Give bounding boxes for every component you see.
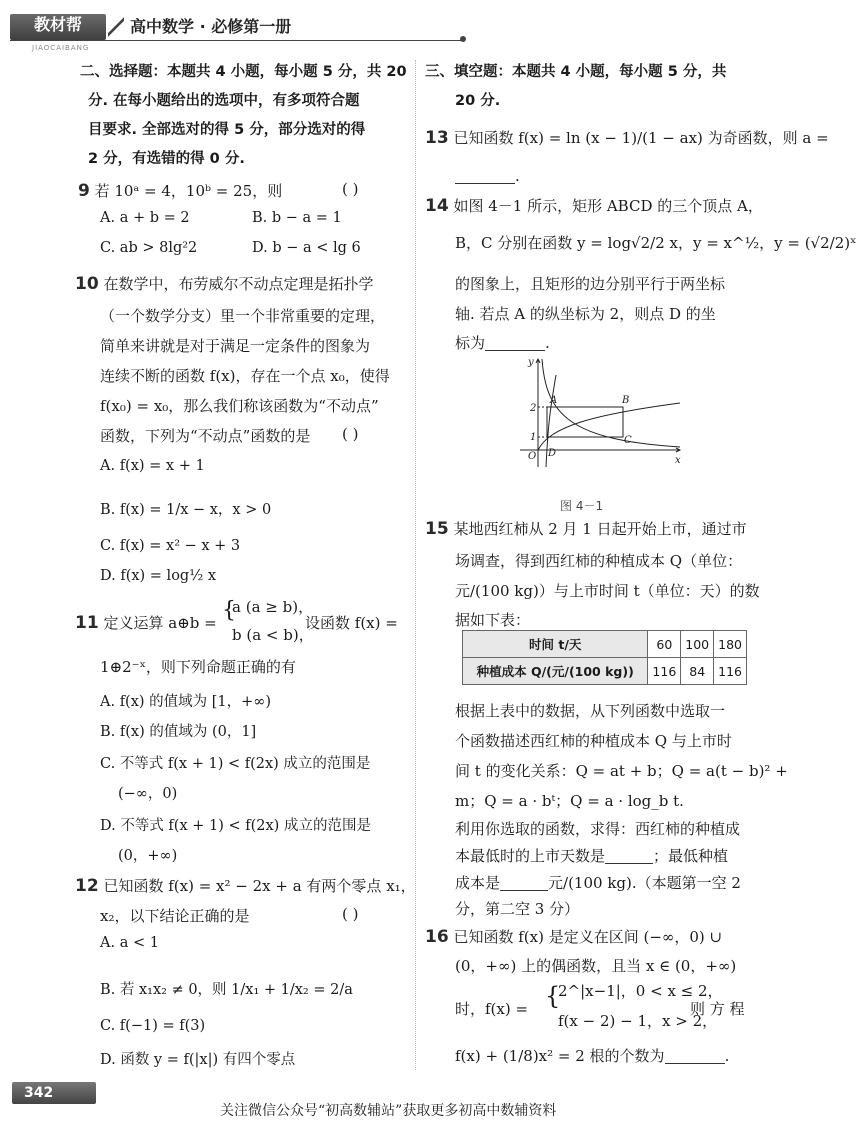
column-divider bbox=[415, 60, 416, 1070]
option-c: C. f(x) = x² − x + 3 bbox=[100, 538, 241, 554]
question-text: 1⊕2⁻ˣ，则下列命题正确的有 bbox=[100, 658, 296, 676]
option-d: D. b − a < lg 6 bbox=[252, 240, 361, 256]
question-text: (0，+∞) 上的偶函数，且当 x ∈ (0，+∞) bbox=[455, 957, 737, 975]
question-13 bbox=[425, 127, 829, 148]
question-text: x₂，以下结论正确的是 bbox=[100, 907, 250, 925]
exp-curve bbox=[542, 359, 680, 447]
question-12 bbox=[75, 875, 416, 896]
label-x: x bbox=[675, 455, 681, 466]
answer-paren: ( ) bbox=[342, 425, 359, 443]
page-number: 342 bbox=[12, 1082, 96, 1104]
table-cell: 116 bbox=[714, 658, 747, 685]
table-cell: 60 bbox=[648, 631, 681, 658]
table-header-cell: 种植成本 Q/(元/(100 kg)) bbox=[463, 658, 648, 685]
question-text: （一个数学分支）里一个非常重要的定理， bbox=[100, 307, 386, 325]
question-number: 14 bbox=[425, 196, 449, 216]
piecewise-case: a (a ≥ b)， bbox=[232, 598, 314, 616]
brand-badge: 教材帮 bbox=[10, 14, 106, 40]
figure-caption: 图 4－1 bbox=[560, 499, 604, 513]
question-number: 15 bbox=[425, 519, 449, 539]
question-text: 则 方 程 bbox=[690, 1000, 745, 1018]
option-d: D. 函数 y = f(|x|) 有四个零点 bbox=[100, 1052, 296, 1068]
answer-paren: ( ) bbox=[342, 905, 359, 923]
question-number: 16 bbox=[425, 927, 449, 947]
question-14 bbox=[425, 195, 763, 216]
option-d-range: (0，+∞) bbox=[118, 848, 178, 864]
answer-blank bbox=[500, 876, 548, 891]
option-a: A. f(x) 的值域为 [1，+∞) bbox=[100, 694, 272, 710]
table-cell: 100 bbox=[681, 631, 714, 658]
label-a: A bbox=[550, 395, 558, 406]
question-text: 间 t 的变化关系：Q = at + b；Q = a(t − b)² + bbox=[455, 762, 788, 780]
question-text: B，C 分别在函数 y = log√2/2 x，y = x^½，y = (√2/2)ˣ bbox=[455, 234, 856, 252]
option-c: C. ab > 8lg²2 bbox=[100, 240, 198, 256]
question-number: 9 bbox=[78, 181, 90, 201]
page-header bbox=[10, 14, 465, 52]
book-title: 高中数学 · 必修第一册 bbox=[130, 17, 292, 36]
question-stem: 已知函数 f(x) = ln (x − 1)/(1 − ax) 为奇函数，则 a = bbox=[453, 129, 829, 147]
table-cell: 84 bbox=[681, 658, 714, 685]
option-a: A. a < 1 bbox=[100, 935, 159, 951]
label-1: 1 bbox=[530, 432, 537, 443]
question-stem: 已知函数 f(x) 是定义在区间 (−∞，0) ∪ bbox=[453, 928, 723, 946]
label-y: y bbox=[528, 357, 534, 368]
question-9 bbox=[78, 180, 282, 201]
question-text: f(x₀) = x₀，那么我们称该函数为“不动点” bbox=[100, 397, 379, 415]
question-text: 简单来讲就是对于满足一定条件的图象为 bbox=[100, 337, 371, 355]
table-header-cell: 时间 t/天 bbox=[463, 631, 648, 658]
answer-paren: ( ) bbox=[342, 180, 359, 198]
question-stem: 在数学中，布劳威尔不动点定理是拓扑学 bbox=[103, 275, 374, 293]
option-a: A. f(x) = x + 1 bbox=[100, 458, 205, 474]
table-row bbox=[463, 658, 747, 685]
option-b: B. 若 x₁x₂ ≠ 0，则 1/x₁ + 1/x₂ = 2/a bbox=[100, 982, 353, 998]
answer-line: f(x) + (1/8)x² = 2 根的个数为 . bbox=[455, 1047, 730, 1065]
question-stem: 某地西红柿从 2 月 1 日起开始上市，通过市 bbox=[453, 520, 747, 538]
option-b: B. f(x) 的值域为 (0，1] bbox=[100, 724, 257, 740]
question-15 bbox=[425, 518, 747, 539]
answer-blank bbox=[485, 336, 545, 351]
table-cell: 180 bbox=[714, 631, 747, 658]
label-b: B bbox=[622, 395, 630, 406]
answer-line: . bbox=[455, 167, 520, 185]
question-10 bbox=[75, 273, 373, 294]
answer-line: 标为 . bbox=[455, 334, 550, 352]
option-b: B. f(x) = 1/x − x，x > 0 bbox=[100, 502, 272, 518]
option-c: C. 不等式 f(x + 1) < f(2x) 成立的范围是 bbox=[100, 756, 371, 772]
question-text: 函数，下列为“不动点”函数的是 bbox=[100, 427, 311, 445]
section-2-line: 分. 在每小题给出的选项中，有多项符合题 bbox=[88, 93, 360, 109]
brand-subtitle: JIAOCAIBANG bbox=[32, 44, 90, 52]
answer-blank bbox=[665, 1049, 725, 1064]
answer-line: 本最低时的上市天数是 ；最低种植 bbox=[455, 847, 729, 865]
question-text: 根据上表中的数据，从下列函数中选取一 bbox=[455, 702, 726, 720]
question-text: m；Q = a · bᵗ；Q = a · log_b t. bbox=[455, 792, 684, 810]
piecewise-case: 2^|x−1|，0 < x ≤ 2， bbox=[558, 982, 723, 1000]
question-text: 场调查，得到西红柿的种植成本 Q（单位： bbox=[455, 552, 743, 570]
header-rule bbox=[10, 40, 465, 41]
question-stem: 如图 4－1 所示，矩形 ABCD 的三个顶点 A， bbox=[453, 197, 763, 215]
brace: { bbox=[545, 982, 561, 1010]
rectangle-abcd bbox=[547, 407, 623, 437]
option-c: C. f(−1) = f(3) bbox=[100, 1018, 206, 1034]
question-11 bbox=[75, 612, 217, 633]
question-text: 元/(100 kg)）与上市时间 t（单位：天）的数 bbox=[455, 582, 760, 600]
question-number: 13 bbox=[425, 128, 449, 148]
piecewise-case: f(x − 2) − 1，x > 2， bbox=[558, 1012, 718, 1030]
section-2-line: 目要求. 全部选对的得 5 分，部分选对的得 bbox=[88, 122, 366, 138]
cost-table bbox=[462, 630, 747, 685]
footer-note: 关注微信公众号“初高数辅站”获取更多初高中数辅资料 bbox=[220, 1103, 557, 1119]
question-text: 利用你选取的函数，求得：西红柿的种植成 bbox=[455, 820, 741, 838]
section-3-line: 20 分. bbox=[455, 93, 501, 109]
section-3-heading: 三、填空题：本题共 4 小题，每小题 5 分，共 bbox=[425, 64, 727, 80]
question-text: 设函数 f(x) = bbox=[305, 614, 398, 632]
piecewise-case: b (a < b)， bbox=[232, 626, 314, 644]
label-c: C bbox=[624, 435, 632, 446]
question-text: 分，第二空 3 分） bbox=[455, 900, 580, 918]
question-text: 的图象上，且矩形的边分别平行于两坐标 bbox=[455, 275, 726, 293]
option-c-range: (−∞，0) bbox=[118, 786, 178, 802]
question-text: 时，f(x) = bbox=[455, 1000, 529, 1018]
question-text: 个函数描述西红柿的种植成本 Q 与上市时 bbox=[455, 732, 732, 750]
section-2-line: 2 分，有选错的得 0 分. bbox=[88, 151, 245, 167]
question-stem: 若 10ᵃ = 4，10ᵇ = 25，则 bbox=[94, 182, 283, 200]
option-d: D. f(x) = log½ x bbox=[100, 568, 217, 584]
option-d: D. 不等式 f(x + 1) < f(2x) 成立的范围是 bbox=[100, 818, 371, 834]
header-rule-dot bbox=[460, 36, 466, 42]
table-row bbox=[463, 631, 747, 658]
label-d: D bbox=[548, 448, 557, 459]
question-text: 据如下表： bbox=[455, 611, 531, 629]
section-2-heading: 二、选择题：本题共 4 小题，每小题 5 分，共 20 bbox=[80, 64, 407, 80]
answer-blank bbox=[455, 169, 515, 184]
table-cell: 116 bbox=[648, 658, 681, 685]
answer-blank bbox=[605, 849, 653, 864]
question-text: 连续不断的函数 f(x)，存在一个点 x₀，使得 bbox=[100, 367, 390, 385]
brace: { bbox=[222, 598, 236, 623]
question-number: 11 bbox=[75, 613, 99, 633]
option-b: B. b − a = 1 bbox=[252, 210, 342, 226]
question-number: 12 bbox=[75, 876, 99, 896]
question-16 bbox=[425, 926, 722, 947]
figure-4-1 bbox=[510, 355, 685, 470]
question-stem: 定义运算 a⊕b = bbox=[103, 614, 217, 632]
question-number: 10 bbox=[75, 274, 99, 294]
option-a: A. a + b = 2 bbox=[100, 210, 190, 226]
question-text: 轴. 若点 A 的纵坐标为 2，则点 D 的坐 bbox=[455, 305, 716, 323]
label-2: 2 bbox=[530, 403, 537, 414]
label-o: O bbox=[528, 451, 537, 462]
answer-line: 成本是 元/(100 kg).（本题第一空 2 bbox=[455, 874, 741, 892]
question-stem: 已知函数 f(x) = x² − 2x + a 有两个零点 x₁， bbox=[103, 877, 416, 895]
